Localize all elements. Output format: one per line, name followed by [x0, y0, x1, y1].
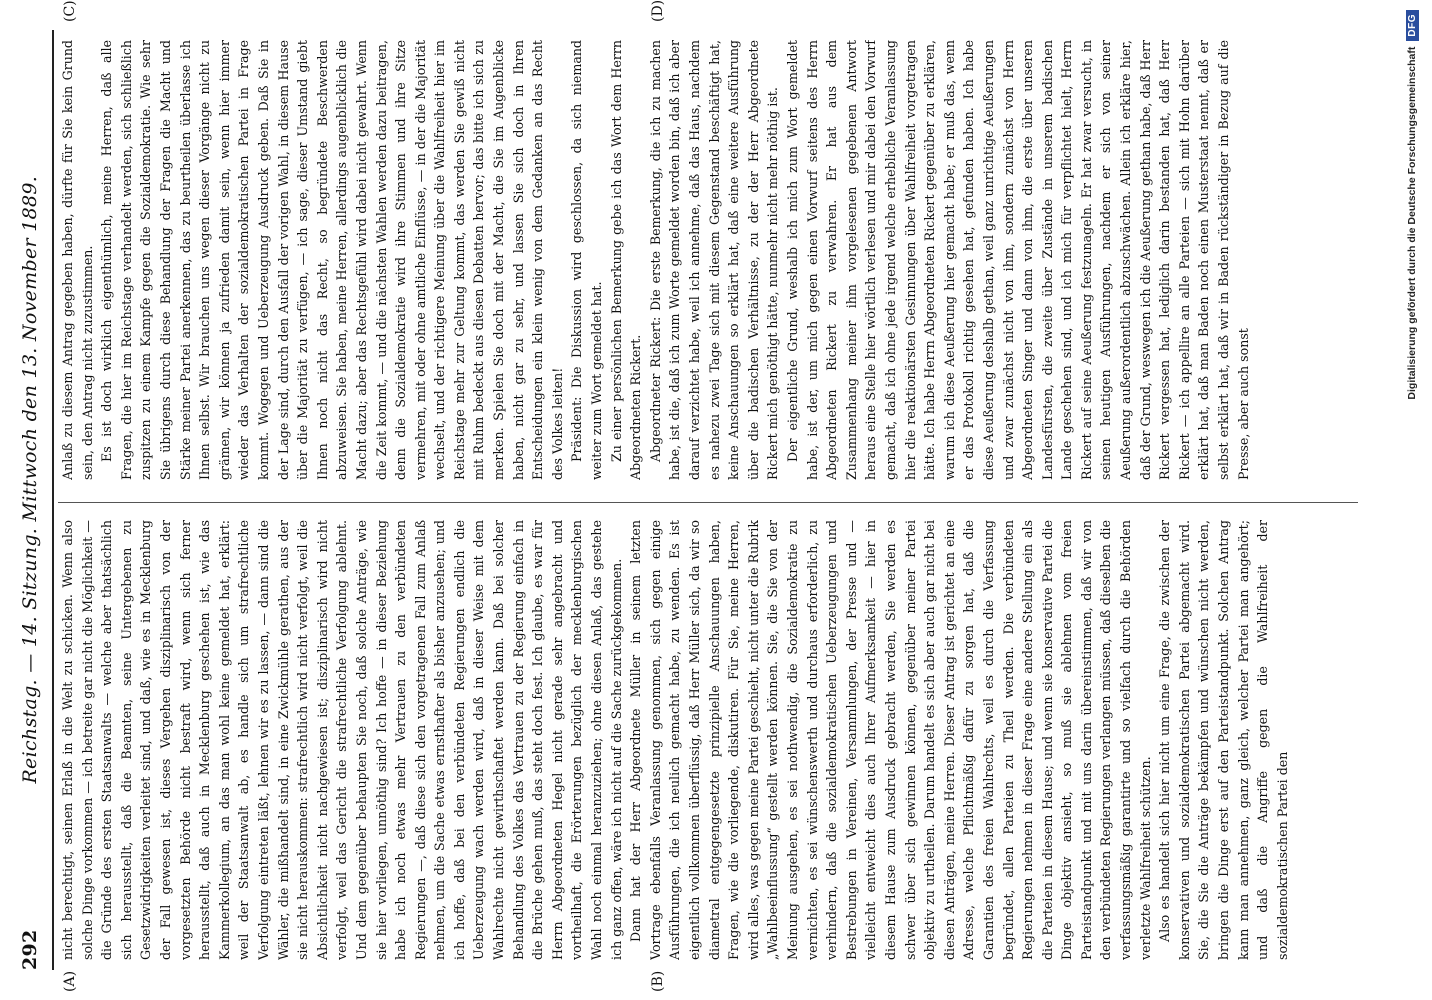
- header-rule: [52, 30, 54, 970]
- margin-marker-d: (D): [650, 0, 666, 22]
- dfg-logo: DFG: [1406, 10, 1419, 41]
- digitization-footer: [1400, 0, 1424, 1000]
- page-header: [12, 30, 48, 970]
- margin-marker-c: (C): [62, 0, 78, 22]
- running-title: Reichstag. — 14. Sitzung. Mittwoch den 13. November 1889.: [19, 175, 41, 784]
- paragraph: Abgeordneter Rickert: Die erste Bemerkung, die ich zu machen habe, ist die, daß ich zum Worte gemeldet worden bin, daß ich aber darauf verzichtet habe, weil ich annehme, daß das Haus, nachdem es nahezu zwei Tage sich mit diesem Gegenstand beschäftigt hat, keine Anschauungen so erklärt hat, daß eine weitere Ausführung über die badischen Verhältnisse, zu der der Herr Abgeordnete Rickert mich genöthigt hätte, nunmehr nicht mehr nöthig ist.: [647, 40, 781, 480]
- paragraph: nicht berechtigt, seinen Erlaß in die Welt zu schicken. Wenn also solche Dinge vorkommen — ich betreite gar nicht die Möglichkeit — die Gründe des ersten Staatsanwalts — welche aber thatsächlich sich herausstellt, daß die Beamten, seine Untergebenen zu Gesetzwidrigkeiten verleitet sind, und daß, wie es in Mecklenburg der Fall gewesen ist, dieses Vergehen disziplinarisch von der vorgesetzten Behörde nicht bestraft wird, wenn sich ferner herausstellt, daß auch in Mecklenburg geschehen ist, wie das Kammerkollegium, an das man wohl keine gemeldet hat, erklärt: weil der Staatsanwalt ab, es handle sich um strafrechtliche Verfolgung eintreten läßt, lehnen wir es zu lassen, — dann sind die Wähler, die mißhandelt sind, in eine Zwickmühle gerathen, aus der sie nicht herauskommen: strafrechtlich wird nicht verfolgt, weil die Absichtlichkeit nicht nachgewiesen ist; disziplinarisch wird nicht verfolgt, weil das Gericht die strafrechtliche Verfolgung ablehnt. Und dem gegenüber behaupten Sie noch, daß solche Anträge, wie sie hier vorliegen, unnöthig sind? Ich hoffe — in dieser Beziehung habe ich noch etwas mehr Vertrauen zu den verbündeten Regierungen —, daß diese sich den vorgetragenen Fall zum Anlaß nehmen, um die Sache etwas ernsthafter als bisher anzusehen; und ich hoffe, daß bei den verbündeten Regierungen endlich die Ueberzeugung wach werden wird, daß in dieser Weise mit dem Wahlrechte nicht gewirthschaftet werden kann. Daß bei solcher Behandlung des Volkes das Vertrauen zu der Regierung einfach in die Brüche gehen muß, das steht doch fest. Ich glaube, es war für Herrn Abgeordneten Hegel nicht gerade sehr angebracht und vortheilhaft, die Erörterungen bezüglich der mecklenburgischen Wahl noch einmal heranzuziehen; ohne diesen Anlaß, das gestehe ich ganz offen, wäre ich nicht auf die Sache zurückgekommen.: [60, 520, 624, 960]
- margin-marker-a: (A): [62, 970, 78, 992]
- paragraph: Es ist doch wirklich eigenthümlich, meine Herren, daß alle Fragen, die hier im Reichstage verhandelt werden, sich schließlich zuspitzen zu einem Kampfe gegen die Sozialdemokratie. Wie sehr Sie übrigens durch diese Behandlung der Fragen die Macht und Stärke meiner Partei anerkennen, das zu beurtheilen überlasse ich Ihnen selbst. Wir brauchen uns wegen dieser Vorgänge nicht zu grämen, wir können ja zufrieden damit sein, wenn hier immer wieder das Verhalten der sozialdemokratischen Partei in Frage kommt. Wogegen und Ueberzeugung Ausdruck geben. Daß Sie in der Lage sind, durch den Ausfall der vorigen Wahl, in diesem Hause über die Majorität zu verfügen, — ich sage, dieser Umstand giebt Ihnen noch nicht das Recht, so begründete Beschwerden abzuweisen. Sie haben, meine Herren, allerdings augenblicklich die Macht dazu; aber das Rechtsgefühl wird dabei nicht gewahrt. Wenn die Zeit kommt, — und die nächsten Wahlen werden dazu beitragen, denn die Sozialdemokratie wird ihre Stimmen und ihre Sitze vermehren, mit oder ohne amtliche Einflüsse, — in der die Majorität wechselt, und der richtigere Meinung über die Wahlfreiheit hier im Reichstage mehr zur Geltung kommt, das werden Sie gewiß nicht mit Ruhm bedeckt aus diesen Debatten hervor; das bitte ich sich zu merken. Spielen Sie doch mit der Macht, die Sie im Augenblicke haben, nicht gar zu sehr, und lassen Sie sich doch in Ihren Entscheidungen ein klein wenig von dem Gedanken an das Recht des Volkes leiten!: [99, 40, 565, 480]
- left-column: [58, 520, 1358, 960]
- right-column: [58, 40, 1358, 480]
- paragraph: Präsident: Die Diskussion wird geschlossen, da sich niemand weiter zum Wort gemeldet hat.: [569, 40, 605, 480]
- paragraph: Zu einer persönlichen Bemerkung gebe ich das Wort dem Herrn Abgeordneten Rickert.: [608, 40, 644, 480]
- paragraph: Anlaß zu diesem Antrag gegeben haben, dürfte für Sie kein Grund sein, den Antrag nicht zuzustimmen.: [60, 40, 95, 480]
- paragraph: Der eigentliche Grund, weshalb ich mich zum Wort gemeldet habe, ist der, um mich gegen einen Vorwurf seitens des Herrn Abgeordneten Rickert zu verwahren. Er hat aus dem Zusammenhang meiner ihm vorgelesenen gegebenen Antwort heraus eine Stelle hier wörtlich verlesen und mir dabei den Vorwurf gemacht, daß ich ohne jede irgend welche erhebliche Veranlassung hier die reaktionärsten Gesinnungen über Wahlfreiheit vorgetragen hätte. Ich habe Herrn Abgeordneten Rickert gegenüber zu erklären, warum ich diese Aeußerung hier gemacht habe; er muß das, wenn er das Protokoll richtig gesehen hat, gefunden haben. Ich habe diese Aeußerung deshalb gethan, weil ganz unrichtige Aeußerungen und zwar zunächst nicht von ihm, sondern zunächst von Herrn Abgeordneten Singer und dann von ihm, die erste über unseren Landesfürsten, die zweite über Zustände in unserem badischen Lande geschehen sind, und ich mich für verpflichtet hielt, Herrn Rickert auf seine Aeußerung festzunageln. Er hat zwar versucht, in seinen heutigen Ausführungen, nachdem er sich von seiner Aeußerung außerordentlich abzuschwächen. Allein ich erkläre hier, daß der Grund, weswegen ich die Aeußerung gethan habe, daß Herr Rickert vergessen hat, lediglich darin bestanden hat, daß Herr Rickert — ich appellire an alle Parteien — sich mit Hohn darüber erklärt hat, daß man Baden noch einen Musterstaat nennt, daß er selbst erklärt hat, daß wir in Baden rückständiger in Bezug auf die Presse, aber auch sonst: [784, 40, 1251, 480]
- column-divider: [58, 502, 1358, 503]
- page-number: 292: [19, 929, 41, 970]
- paragraph: Also es handelt sich hier nicht um eine Frage, die zwischen der konservativen und sozialdemokratischen Partei abgemacht wird. Sie, die Sie die Anträge bekämpfen und wünschen nicht werden, bringen die Dinge erst auf den Parteistandpunkt. Solchen Antrag kann man annehmen, ganz gleich, welcher Partei man angehört; und daß die Angriffe gegen die Wahlfreiheit der sozialdemokratischen Partei den: [1157, 520, 1290, 960]
- footer-text: Digitalisierung gefördert durch die Deutsche Forschungsgemeinschaft: [1406, 46, 1418, 400]
- paragraph: Dann hat der Herr Abgeordnete Müller in seinem letzten Vortrage ebenfalls Veranlassung genommen, sich gegen einige Ausführungen, die ich neulich gemacht habe, zu wenden. Es ist eigentlich vollkommen überflüssig, daß Herr Müller sich, da wir so diametral entgegengesetzte prinzipielle Anschauungen haben, Fragen, wie die vorliegende, diskutiren. Für Sie, meine Herren, wird alles, was gegen meine Partei geschieht, nicht unter die Rubrik „Wahlbeeinflussung“ gestellt werden können. Sie, die Sie von der Meinung ausgehen, es sei nothwendig, die Sozialdemokratie zu vernichten, es sei wünschenswerth und durchaus erforderlich, zu verhindern, daß die sozialdemokratischen Ueberzeugungen und Bestrebungen in Vereinen, Versammlungen, der Presse und — vielleicht entweicht dies auch Ihrer Aufmerksamkeit — hier in diesem Hause zum Ausdruck gebracht werden, Sie werden es schwer über sich gewinnen können, gegenüber meiner Partei objektiv zu urtheilen. Darum handelt es sich aber auch gar nicht bei diesen Anträgen, meine Herren. Dieser Antrag ist gerichtet an eine Adresse, welche Pflichtmäßig dafür zu sorgen hat, daß die Garantien des freien Wahlrechts, weil es durch die Verfassung begründet, allen Parteien zu Theil werden. Die verbündeten Regierungen nehmen in dieser Frage eine andere Stellung ein als die Parteien in diesem Hause; und wenn sie konservative Partei die Dinge objektiv ansieht, so muß sie ablehnen vom freien Parteistandpunkt und mit uns darin übereinstimmen, daß wir von den verbündeten Regierungen verlangen müssen, daß dieselben die verfassungsmäßig garantirte und so vielfach durch die Behörden verletzte Wahlfreiheit schützen.: [628, 520, 1153, 960]
- margin-marker-b: (B): [650, 970, 666, 992]
